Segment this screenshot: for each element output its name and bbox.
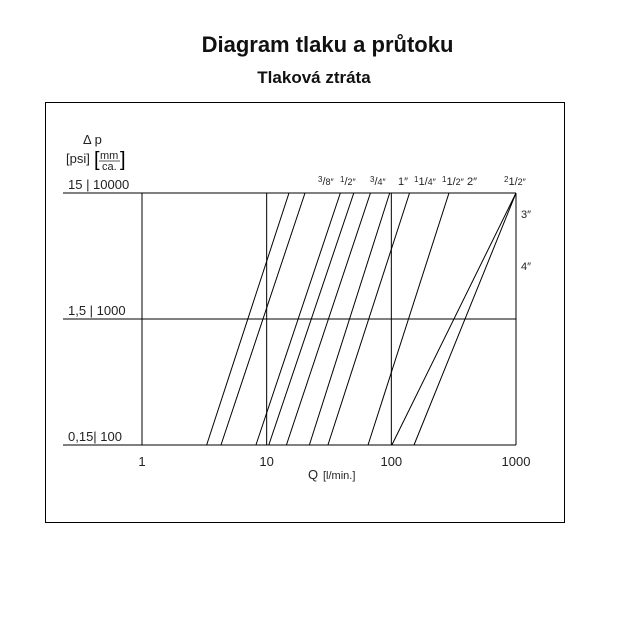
- series-label: $^1$/2″: [340, 175, 356, 188]
- y-axis-symbol: Δ p: [83, 132, 102, 147]
- x-tick-label: 10: [259, 454, 274, 469]
- x-tick-label: 1000: [501, 454, 531, 469]
- y-axis-unit-ca: ca.: [102, 161, 117, 173]
- series-label: 3″: [521, 209, 532, 221]
- page-subtitle: Tlaková ztráta: [257, 68, 371, 87]
- series-label: $^3$/8″: [318, 175, 334, 188]
- y-tick-label: 0,15| 100: [68, 429, 122, 444]
- y-tick-label: 15 | 10000: [68, 177, 130, 192]
- series-label: 2″: [467, 176, 478, 188]
- y-axis-bracket-left: [: [94, 149, 100, 171]
- series-label: $^3$/4″: [370, 175, 386, 188]
- x-axis-label: Q: [308, 467, 319, 482]
- y-axis-bracket-right: ]: [120, 149, 126, 171]
- series-label: $^1$1/2″: [442, 175, 464, 188]
- series-label: 1″: [398, 176, 409, 188]
- chart-tick-labels: [68, 175, 531, 469]
- y-axis-unit-mm: mm: [100, 150, 119, 162]
- series-label: $^2$1/2″: [504, 175, 526, 188]
- x-tick-label: 1: [138, 454, 146, 469]
- page-title: Diagram tlaku a průtoku: [201, 32, 454, 57]
- y-axis-unit-psi: [psi]: [66, 151, 90, 166]
- y-tick-label: 1,5 | 1000: [68, 303, 126, 318]
- chart-grid: [63, 193, 516, 445]
- x-axis-unit: [l/min.]: [323, 470, 356, 482]
- series-label: 4″: [521, 261, 532, 273]
- series-label: $^1$1/4″: [414, 175, 436, 188]
- x-tick-label: 100: [380, 454, 403, 469]
